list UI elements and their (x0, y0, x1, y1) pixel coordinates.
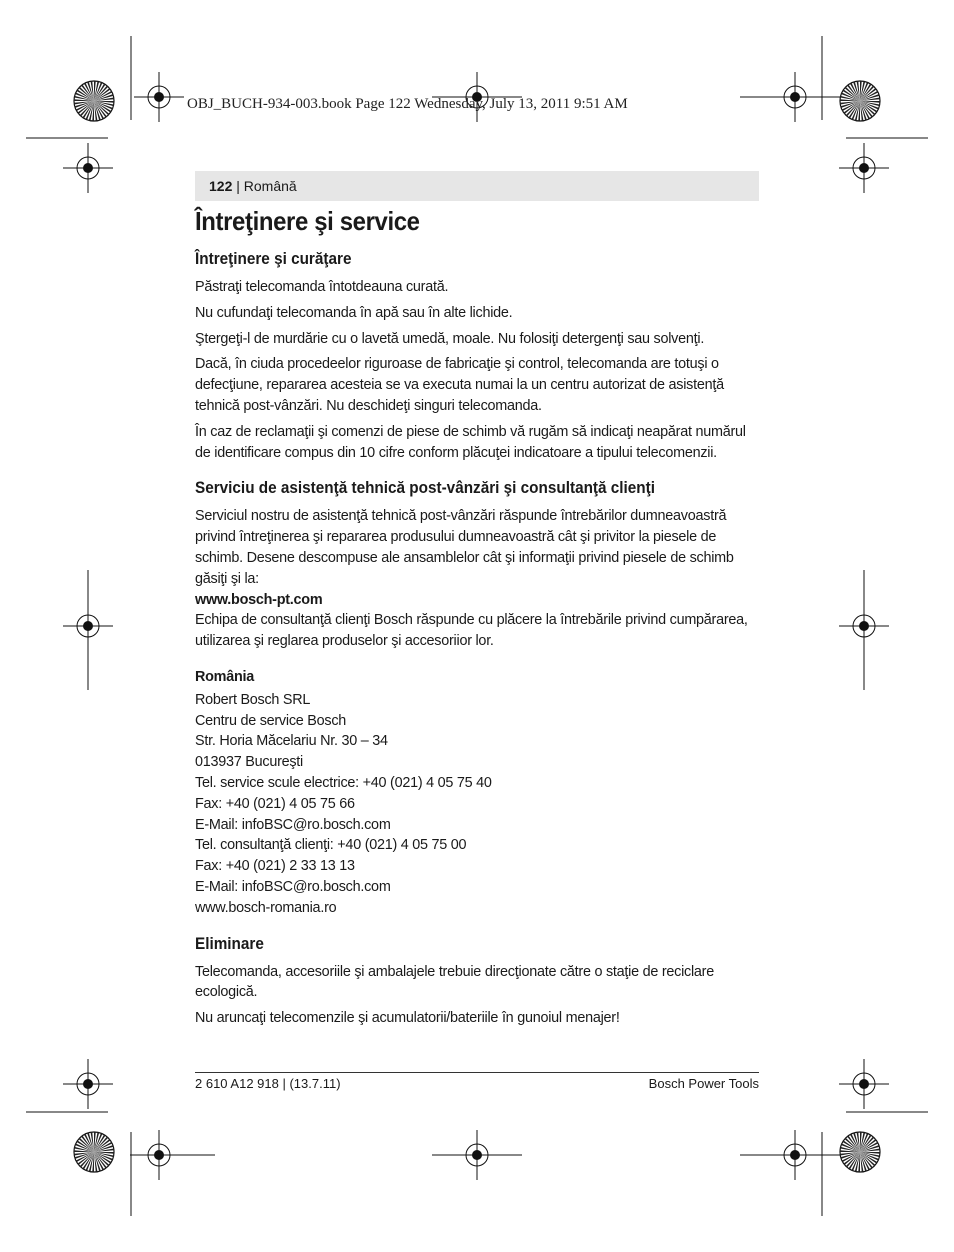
maintenance-paragraph-2: Nu cufundaţi telecomanda în apă sau în alte lichide. (195, 304, 513, 321)
maintenance-paragraph-4: Dacă, în ciuda procedeelor riguroase de fabricaţie şi control, telecomanda are totuşi o defecţiune, repararea acesteia se va executa numai la un centru autorizat de asistenţă tehnică post-vânzări. Nu deschideţi singuri telecomanda. (195, 356, 724, 414)
address-line: Fax: +40 (021) 4 05 75 66 (195, 795, 355, 812)
page-title: Întreţinere şi service (195, 206, 420, 236)
service-link[interactable]: www.bosch-pt.com (195, 591, 323, 608)
service-paragraph-1: Serviciul nostru de asistenţă tehnică post-vânzări răspunde întrebărilor dumneavoastră privind întreţinerea şi repararea produsului dumneavoastră cât şi privitor la piesele de schimb. Desene descompuse ale ansamblelor cât şi informaţii privind piesele de schimb găsiţi şi la: (195, 508, 734, 587)
address-line: Robert Bosch SRL (195, 691, 311, 708)
maintenance-heading: Întreţinere şi curăţare (195, 249, 352, 268)
page-header (195, 171, 759, 201)
address-line: Tel. consultanţă clienţi: +40 (021) 4 05 75 00 (195, 837, 467, 854)
header-separator: | (232, 178, 244, 194)
maintenance-paragraph-1: Păstraţi telecomanda întotdeauna curată. (195, 279, 449, 295)
service-address (195, 690, 759, 919)
disposal-paragraph-2: Nu aruncaţi telecomenzile şi acumulatorii/bateriile în gunoiul menajer! (195, 1010, 620, 1027)
address-line: 013937 Bucureşti (195, 754, 304, 771)
address-line: Fax: +40 (021) 2 33 13 13 (195, 858, 355, 875)
print-info-line: OBJ_BUCH-934-003.book Page 122 Wednesday, July 13, 2011 9:51 AM (187, 96, 628, 112)
footer-article-number: 2 610 A12 918 | (13.7.11) (195, 1076, 341, 1091)
service-paragraph-2: Echipa de consultanţă clienţi Bosch răspunde cu plăcere la întrebările privind cumpărarea, utilizarea şi reglarea produselor şi accesoriior lor. (195, 612, 748, 650)
disposal-heading: Eliminare (195, 933, 264, 953)
address-line: Tel. service scule electrice: +40 (021) 4 05 75 40 (195, 774, 492, 791)
service-heading: Serviciu de asistenţă tehnică post-vânzări şi consultanţă clienţi (195, 478, 655, 498)
address-line: E-Mail: infoBSC@ro.bosch.com (195, 816, 391, 833)
service-country: România (195, 668, 255, 685)
address-line: Str. Horia Măcelariu Nr. 30 – 34 (195, 733, 388, 750)
address-line: www.bosch-romania.ro (195, 899, 337, 916)
maintenance-paragraph-3: Ştergeţi-l de murdărie cu o lavetă umedă, moale. Nu folosiţi detergenţi sau solvenţi. (195, 330, 705, 347)
page-content (195, 206, 759, 1034)
address-line: E-Mail: infoBSC@ro.bosch.com (195, 878, 391, 895)
disposal-paragraph-1: Telecomanda, accesoriile şi ambalajele trebuie direcţionate către o staţie de reciclare ecologică. (195, 963, 714, 1001)
header-language: Română (243, 178, 297, 194)
footer-rule (195, 1072, 759, 1073)
page-number: 122 (209, 178, 233, 194)
maintenance-paragraph-5: În caz de reclamaţii şi comenzi de piese de schimb vă rugăm să indicaţi neapărat numărul de identificare compus din 10 cifre conform plăcuţei indicatoare a tipului telecomenzii. (195, 423, 746, 461)
address-line: Centru de service Bosch (195, 712, 347, 729)
footer-brand: Bosch Power Tools (648, 1076, 759, 1091)
